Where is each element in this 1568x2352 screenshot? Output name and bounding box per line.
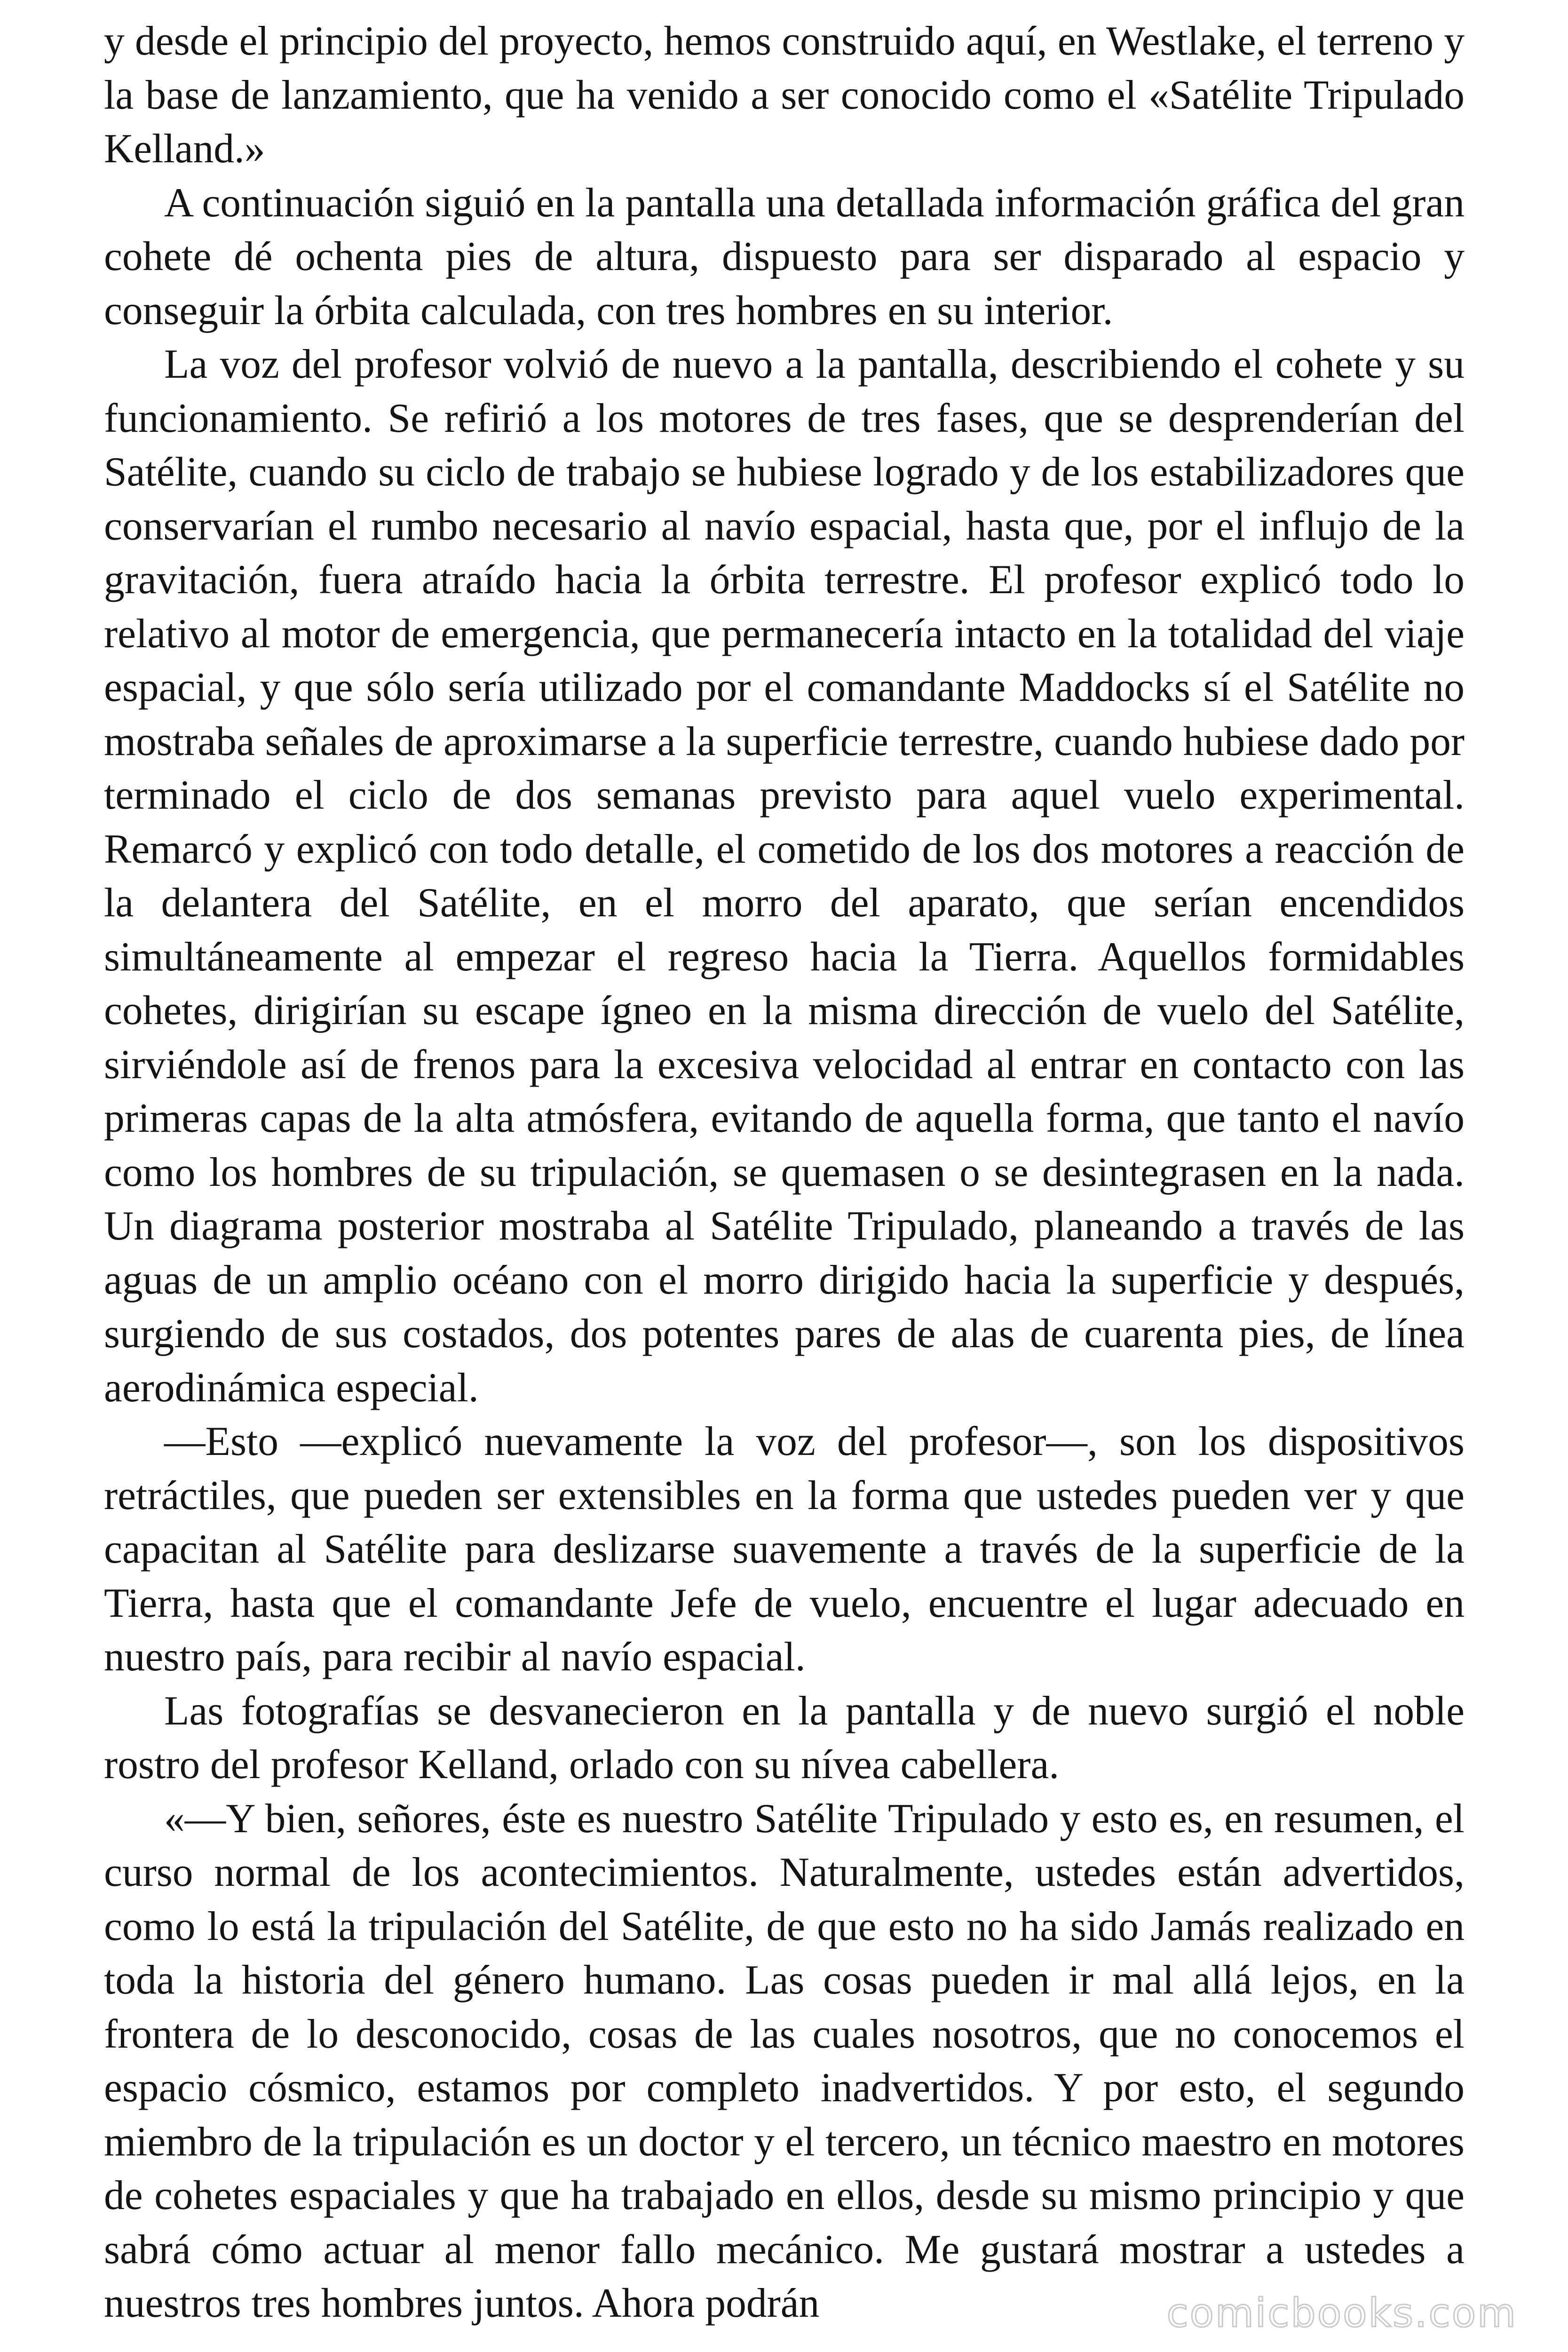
document-page xyxy=(104,14,1465,2330)
paragraph-1: y desde el principio del proyecto, hemos construido aquí, en Westlake, el terreno y la base de lanzamiento, que ha venido a ser conocido como el «Satélite Tripulado Kelland.» xyxy=(104,18,1465,171)
watermark-logo: comicbooks.com xyxy=(1166,2290,1517,2336)
paragraph-3: La voz del profesor volvió de nuevo a la pantalla, describiendo el cohete y su funcionamiento. Se refirió a los motores de tres fases, que se desprenderían del Satélite, cuando su ciclo de trabajo se hubiese logrado y de los estabilizadores que conservarían el rumbo necesario al navío espacial, hasta que, por el influjo de la gravitación, fuera atraído hacia la órbita terrestre. El profesor explicó todo lo relativo al motor de emergencia, que permanecería intacto en la totalidad del viaje espacial, y que sólo sería utilizado por el comandante Maddocks sí el Satélite no mostraba señales de aproximarse a la superficie terrestre, cuando hubiese dado por terminado el ciclo de dos semanas previsto para aquel vuelo experimental. Remarcó y explicó con todo detalle, el cometido de los dos motores a reacción de la delantera del Satélite, en el morro del aparato, que serían encendidos simultáneamente al empezar el regreso hacia la Tierra. Aquellos formidables cohetes, dirigirían su escape ígneo en la misma dirección de vuelo del Satélite, sirviéndole así de frenos para la excesiva velocidad al entrar en contacto con las primeras capas de la alta atmósfera, evitando de aquella forma, que tanto el navío como los hombres de su tripulación, se quemasen o se desintegrasen en la nada. Un diagrama posterior mostraba al Satélite Tripulado, planeando a través de las aguas de un amplio océano con el morro dirigido hacia la superficie y después, surgiendo de sus costados, dos potentes pares de alas de cuarenta pies, de línea aerodinámica especial. xyxy=(104,341,1465,1410)
paragraph-6: «—Y bien, señores, éste es nuestro Satélite Tripulado y esto es, en resumen, el curso normal de los acontecimientos. Naturalmente, ustedes están advertidos, como lo está la tripulación del Satélite, de que esto no ha sido Jamás realizado en toda la historia del género humano. Las cosas pueden ir mal allá lejos, en la frontera de lo desconocido, cosas de las cuales nosotros, que no conocemos el espacio cósmico, estamos por completo inadvertidos. Y por esto, el segundo miembro de la tripulación es un doctor y el tercero, un técnico maestro en motores de cohetes espaciales y que ha trabajado en ellos, desde su mismo principio y que sabrá cómo actuar al menor fallo mecánico. Me gustará mostrar a ustedes a nuestros tres hombres juntos. Ahora podrán xyxy=(104,1795,1465,2326)
paragraph-5: Las fotografías se desvanecieron en la pantalla y de nuevo surgió el noble rostro del profesor Kelland, orlado con su nívea cabellera. xyxy=(104,1687,1465,1787)
paragraph-4: —Esto —explicó nuevamente la voz del profesor—, son los dispositivos retráctiles, que pueden ser extensibles en la forma que ustedes pueden ver y que capacitan al Satélite para deslizarse suavemente a través de la superficie de la Tierra, hasta que el comandante Jefe de vuelo, encuentre el lugar adecuado en nuestro país, para recibir al navío espacial. xyxy=(104,1418,1465,1679)
paragraph-2: A continuación siguió en la pantalla una detallada información gráfica del gran cohete dé ochenta pies de altura, dispuesto para ser disparado al espacio y conseguir la órbita calculada, con tres hombres en su interior. xyxy=(104,179,1465,333)
